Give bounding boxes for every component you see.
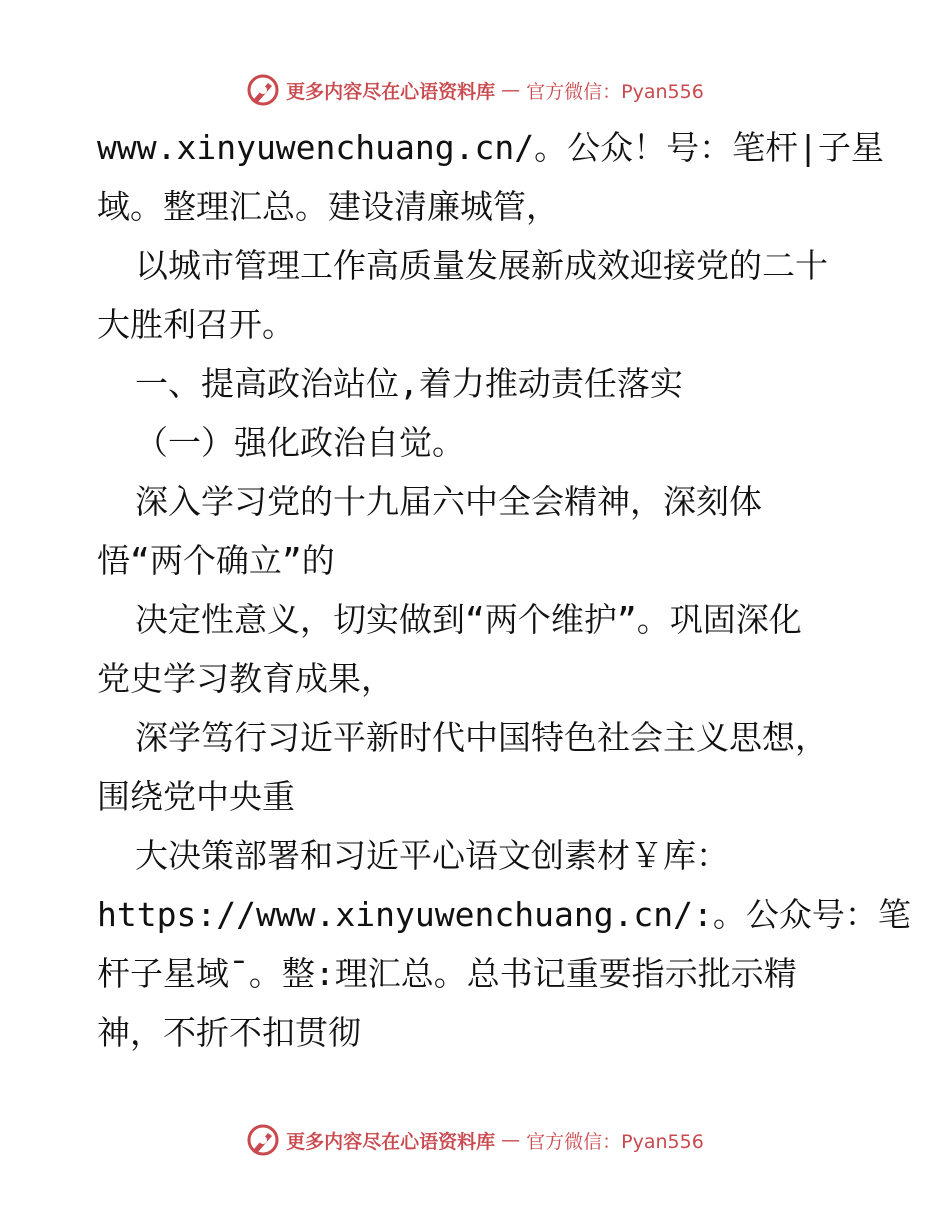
text-line: 一、提高政治站位,着力推动责任落实 [135, 364, 683, 403]
text-line: www.xinyuwenchuang.cn/。公众！号：笔杆|子星 [97, 128, 884, 167]
footer-brand-text: 更多内容尽在心语资料库 [286, 1130, 496, 1153]
footer-banner [0, 1120, 950, 1160]
text-line: （一）强化政治自觉。 [135, 423, 465, 462]
text-line: 党史学习教育成果， [97, 659, 394, 698]
footer-wechat-text: 官方微信：Pyan556 [526, 1130, 704, 1153]
text-line: https://www.xinyuwenchuang.cn/:。公众号：笔 [97, 895, 911, 934]
text-line: 神，不折不扣贯彻 [97, 1013, 361, 1052]
text-line: 大决策部署和习近平心语文创素材￥库： [135, 836, 729, 875]
text-line: 深学笃行习近平新时代中国特色社会主义思想， [135, 718, 828, 757]
text-line: 域。整理汇总。建设清廉城管， [97, 187, 559, 226]
text-line: 大胜利召开。 [97, 305, 295, 344]
text-line: 以城市管理工作高质量发展新成效迎接党的二十 [135, 246, 828, 285]
header-separator: — [501, 79, 521, 101]
pen-logo-icon [246, 1123, 280, 1157]
text-line: 悟“两个确立”的 [97, 541, 335, 580]
pen-logo-icon [246, 73, 280, 107]
text-line: 深入学习党的十九届六中全会精神，深刻体 [135, 482, 762, 521]
text-line: 决定性意义，切实做到“两个维护”。巩固深化 [135, 600, 802, 639]
header-wechat-text: 官方微信：Pyan556 [526, 80, 704, 103]
footer-separator: — [501, 1129, 521, 1151]
body-text [97, 118, 911, 1062]
text-line: 杆子星域¯。整:理汇总。总书记重要指示批示精 [97, 954, 797, 993]
text-line: 围绕党中央重 [97, 777, 295, 816]
header-banner [0, 70, 950, 110]
header-brand-text: 更多内容尽在心语资料库 [286, 80, 496, 103]
